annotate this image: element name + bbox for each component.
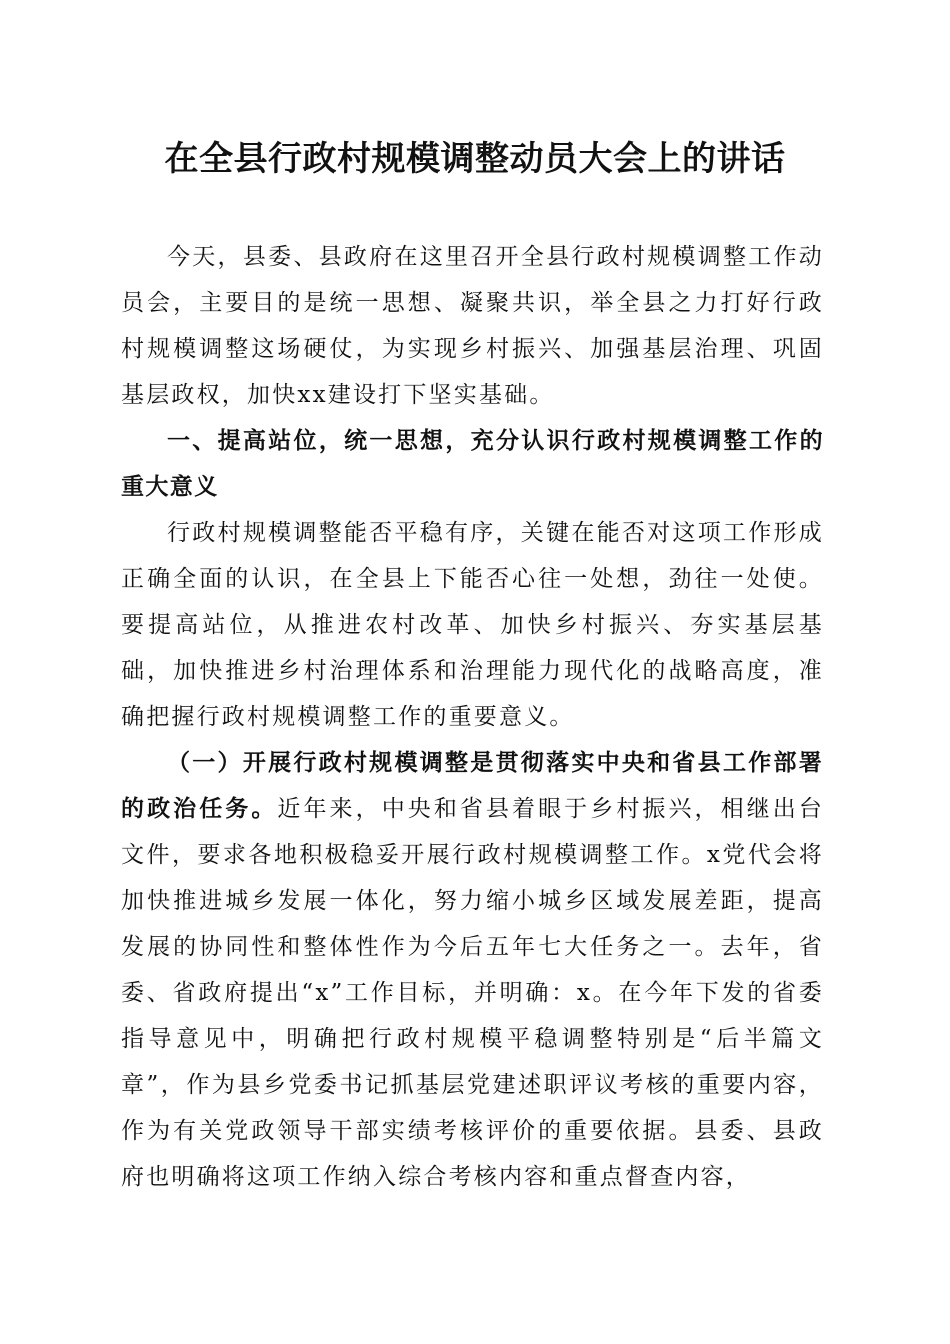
section-heading: 一、提高站位，统一思想，充分认识行政村规模调整工作的重大意义 — [121, 428, 824, 500]
document-title: 在全县行政村规模调整动员大会上的讲话 — [164, 139, 786, 179]
document-body — [121, 234, 824, 1200]
point-body: 近年来，中央和省县着眼于乡村振兴，相继出台文件，要求各地积极稳妥开展行政村规模调整工作。x党代会将加快推进城乡发展一体化，努力缩小城乡区域发展差距，提高发展的协同性和整体性作为今后五年七大任务之一。去年，省委、省政府提出“x”工作目标，并明确：x。在今年下发的省委指导意见中，明确把行政村规模平稳调整特别是“后半篇文章”，作为县乡党委书记抓基层党建述职评议考核的重要内容，作为有关党政领导干部实绩考核评价的重要依据。县委、县政府也明确将这项工作纳入综合考核内容和重点督查内容， — [121, 796, 825, 1190]
section-paragraph: 行政村规模调整能否平稳有序，关键在能否对这项工作形成正确全面的认识，在全县上下能否心往一处想，劲往一处使。要提高站位，从推进农村改革、加快乡村振兴、夯实基层基础，加快推进乡村治理体系和治理能力现代化的战略高度，准确把握行政村规模调整工作的重要意义。 — [121, 520, 824, 730]
intro-paragraph: 今天，县委、县政府在这里召开全县行政村规模调整工作动员会，主要目的是统一思想、凝聚共识，举全县之力打好行政村规模调整这场硬仗，为实现乡村振兴、加强基层治理、巩固基层政权，加快xx建设打下坚实基础。 — [121, 244, 824, 408]
point-lead: （一）开展行政村规模调整是贯彻落实中央和省县工作部署的政治任务。 — [121, 749, 824, 822]
point-paragraph — [121, 740, 824, 1200]
